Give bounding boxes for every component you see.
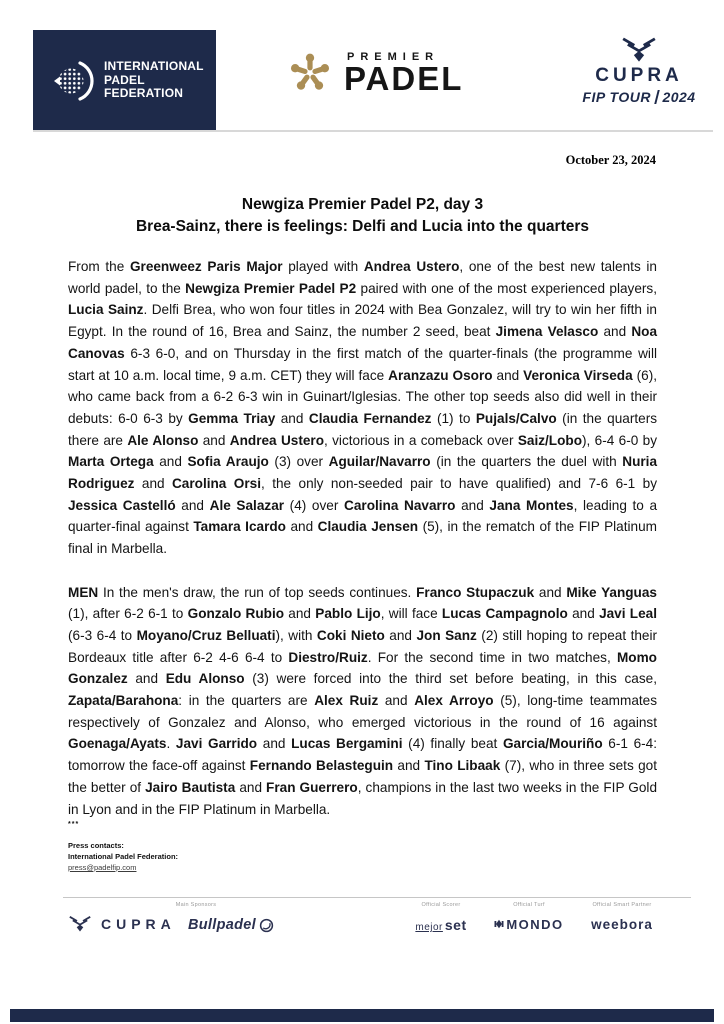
press-contacts-label: Press contacts:	[68, 841, 124, 851]
bullpadel-circle-icon	[259, 918, 274, 933]
ipf-logo-text: INTERNATIONAL PADEL FEDERATION	[104, 59, 204, 101]
mondo-label: Official Turf	[513, 902, 545, 908]
weebora-partner	[577, 902, 667, 932]
fip-tour-divider	[654, 90, 659, 104]
cupra-footer-logo	[68, 915, 176, 933]
mejorset-word-regular: mejor	[415, 922, 443, 933]
page-bottom-bar	[10, 1009, 714, 1022]
article-title-line2: Brea-Sainz, there is feelings: Delfi and Lucia into the quarters	[135, 218, 590, 235]
mondo-partner	[484, 902, 574, 932]
fip-tour-word: FIP TOUR	[582, 89, 651, 105]
mejorset-logo	[396, 917, 486, 933]
mejorset-word-bold: set	[444, 917, 467, 933]
header-divider-line	[33, 130, 713, 132]
press-contacts-org: International Padel Federation:	[68, 852, 179, 862]
premier-padel-wordmark	[344, 51, 464, 98]
article-body	[68, 256, 657, 842]
premier-padel-flower-icon	[287, 50, 333, 96]
bullpadel-word: Bullpadel	[188, 917, 256, 933]
press-separator: ***	[68, 821, 80, 828]
weebora-label: Official Smart Partner	[592, 902, 652, 908]
mejorset-label: Official Scorer	[421, 902, 461, 908]
fip-tour-year	[563, 89, 715, 105]
padel-word: PADEL	[344, 60, 464, 98]
document-date: October 23, 2024	[565, 153, 656, 167]
body-paragraph-women: From the Greenweez Paris Major played with Andrea Ustero, one of the best new talents in world padel, to the Newgiza Premier Padel P2 paired with one of the most experienced players, Lucia Sainz. Delfi Brea, who won four titles in 2024 with Bea Gonzalez, will try to win her fifth in Egypt. In the round of 16, Brea and Sainz, the number 2 seed, beat Jimena Velasco and Noa Canovas 6-3 6-0, and on Thursday in the first match of the quarter-finals (the programme will start at 10 a.m. local time, 9 a.m. CET) they will face Aranzazu Osoro and Veronica Virseda (6), who came back from a 6-2 6-3 win in Guinart/Iglesias. The other top seeds also did well in their debuts: 6-0 6-3 by Gemma Triay and Claudia Fernandez (1) to Pujals/Calvo (in the quarters there are Ale Alonso and Andrea Ustero, victorious in a comeback over Saiz/Lobo), 6-4 6-0 by Marta Ortega and Sofia Araujo (3) over Aguilar/Navarro (in the quarters the duel with Nuria Rodriguez and Carolina Orsi, the only non-seeded pair to have qualified) and 7-6 6-1 by Jessica Castelló and Ale Salazar (4) over Carolina Navarro and Jana Montes, leading to a quarter-final against Tamara Icardo and Claudia Jensen (5), in the rematch of the FIP Platinum final in Marbella.	[68, 259, 658, 557]
cupra-fip-tour-logo	[563, 36, 715, 105]
bullpadel-logo	[188, 917, 274, 933]
article-title	[68, 194, 657, 238]
cupra-bull-icon	[563, 36, 715, 64]
premier-word: PREMIER	[347, 51, 440, 64]
weebora-word: weebora	[591, 917, 653, 932]
ipf-ball-icon	[49, 58, 95, 104]
weebora-logo	[577, 917, 667, 932]
press-contacts-block	[68, 820, 178, 874]
cupra-footer-bull-icon	[68, 915, 92, 933]
mondo-icon	[494, 919, 504, 929]
mondo-word: MONDO	[506, 917, 564, 932]
fip-tour-year-word: 2024	[662, 89, 696, 105]
article-title-line1: Newgiza Premier Padel P2, day 3	[241, 196, 484, 213]
mejorset-partner	[396, 902, 486, 933]
ipf-logo	[33, 30, 216, 131]
mondo-logo	[484, 917, 574, 932]
premier-padel-logo	[287, 50, 463, 96]
footer-divider-line	[63, 897, 691, 898]
main-sponsors-label: Main Sponsors	[175, 902, 217, 908]
body-paragraph-men: MEN In the men's draw, the run of top seeds continues. Franco Stupaczuk and Mike Yanguas (1), after 6-2 6-1 to Gonzalo Rubio and Pablo Lijo, will face Lucas Campagnolo and Javi Leal (6-3 6-4 to Moyano/Cruz Belluati), with Coki Nieto and Jon Sanz (2) still hoping to repeat their Bordeaux title after 6-2 4-6 6-4 to Diestro/Ruiz. For the second time in two matches, Momo Gonzalez and Edu Alonso (3) were forced into the third set before beating, in this case, Zapata/Barahona: in the quarters are Alex Ruiz and Alex Arroyo (5), long-time teammates respectively of Gonzalez and Alonso, who emerged victorious in the round of 16 against Goenaga/Ayats. Javi Garrido and Lucas Bergamini (4) finally beat Garcia/Mouriño 6-1 6-4: tomorrow the face-off against Fernando Belasteguin and Tino Libaak (7), who in three sets got the better of Jairo Bautista and Fran Guerrero, champions in the last two weeks in the FIP Gold in Lyon and in the FIP Platinum in Marbella.	[68, 584, 658, 817]
press-email-link[interactable]: press@padelfip.com	[68, 862, 137, 872]
cupra-word: CUPRA	[595, 65, 683, 86]
cupra-footer-word: CUPRA	[101, 916, 176, 932]
